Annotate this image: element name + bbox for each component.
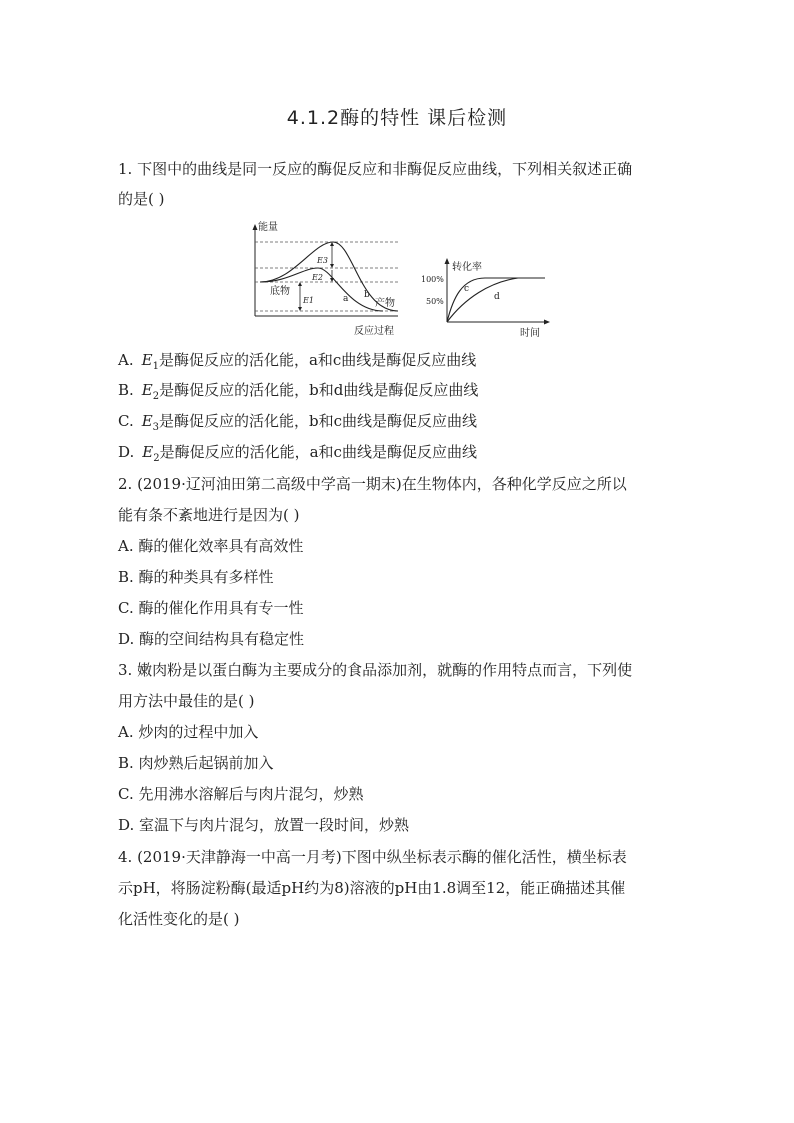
q1-stem-line-2: 的是( ): [118, 190, 165, 208]
label-b: b: [364, 290, 370, 300]
rate-ylabel: 转化率: [452, 262, 482, 273]
q2-option-c[interactable]: C. 酶的催化作用具有专一性: [118, 599, 304, 617]
label-d: d: [494, 292, 500, 302]
label-e2: E2: [312, 273, 323, 282]
q2-stem-line-2: 能有条不紊地进行是因为( ): [118, 506, 300, 524]
energy-xlabel: 反应过程: [354, 326, 394, 337]
q2-option-b[interactable]: B. 酶的种类具有多样性: [118, 568, 274, 586]
tick-100: 100%: [421, 275, 444, 284]
q1-option-d[interactable]: D. $E_2$是酶促反应的活化能，a和c曲线是酶促反应曲线: [118, 443, 477, 464]
q4-stem-line-2: 示pH，将肠淀粉酶(最适pH约为8)溶液的pH由1.8调至12，能正确描述其催: [118, 879, 626, 897]
q3-stem-line-1: 3. 嫩肉粉是以蛋白酶为主要成分的食品添加剂，就酶的作用特点而言，下列使: [118, 661, 633, 679]
label-a: a: [343, 294, 349, 304]
q1-stem-line-1: 1. 下图中的曲线是同一反应的酶促反应和非酶促反应曲线，下列相关叙述正确: [118, 160, 633, 178]
label-e3: E3: [317, 256, 328, 265]
q1-option-c[interactable]: C. $E_3$是酶促反应的活化能，b和c曲线是酶促反应曲线: [118, 412, 478, 433]
q4-stem-line-3: 化活性变化的是( ): [118, 910, 240, 928]
q3-option-c[interactable]: C. 先用沸水溶解后与肉片混匀，炒熟: [118, 785, 364, 803]
page-title: 4.1.2酶的特性 课后检测: [286, 107, 508, 129]
q2-option-a[interactable]: A. 酶的催化效率具有高效性: [118, 537, 304, 555]
q2-option-d[interactable]: D. 酶的空间结构具有稳定性: [118, 630, 305, 648]
q4-stem-line-1: 4. (2019·天津静海一中高一月考)下图中纵坐标表示酶的催化活性，横坐标表: [118, 848, 627, 866]
rate-xlabel: 时间: [520, 328, 540, 338]
q3-stem-line-2: 用方法中最佳的是( ): [118, 692, 255, 710]
label-c: c: [464, 284, 470, 294]
energy-ylabel: 能量: [258, 222, 278, 233]
q3-option-d[interactable]: D. 室温下与肉片混匀，放置一段时间，炒熟: [118, 816, 410, 834]
conversion-rate-diagram: [420, 258, 550, 338]
q1-option-a[interactable]: A. $E_1$是酶促反应的活化能，a和c曲线是酶促反应曲线: [118, 351, 477, 372]
q2-stem-line-1: 2. (2019·辽河油田第二高级中学高一期末)在生物体内，各种化学反应之所以: [118, 475, 627, 493]
label-product: 产物: [375, 298, 395, 309]
q1-option-b[interactable]: B. $E_2$是酶促反应的活化能，b和d曲线是酶促反应曲线: [118, 381, 479, 402]
label-substrate: 底物: [270, 286, 290, 297]
q3-option-a[interactable]: A. 炒肉的过程中加入: [118, 723, 259, 741]
energy-y-arrow: [253, 224, 258, 230]
tick-50: 50%: [426, 297, 444, 306]
energy-diagram: [248, 220, 408, 338]
q3-option-b[interactable]: B. 肉炒熟后起锅前加入: [118, 754, 274, 772]
label-e1: E1: [303, 296, 314, 305]
curve-d: [447, 278, 518, 322]
